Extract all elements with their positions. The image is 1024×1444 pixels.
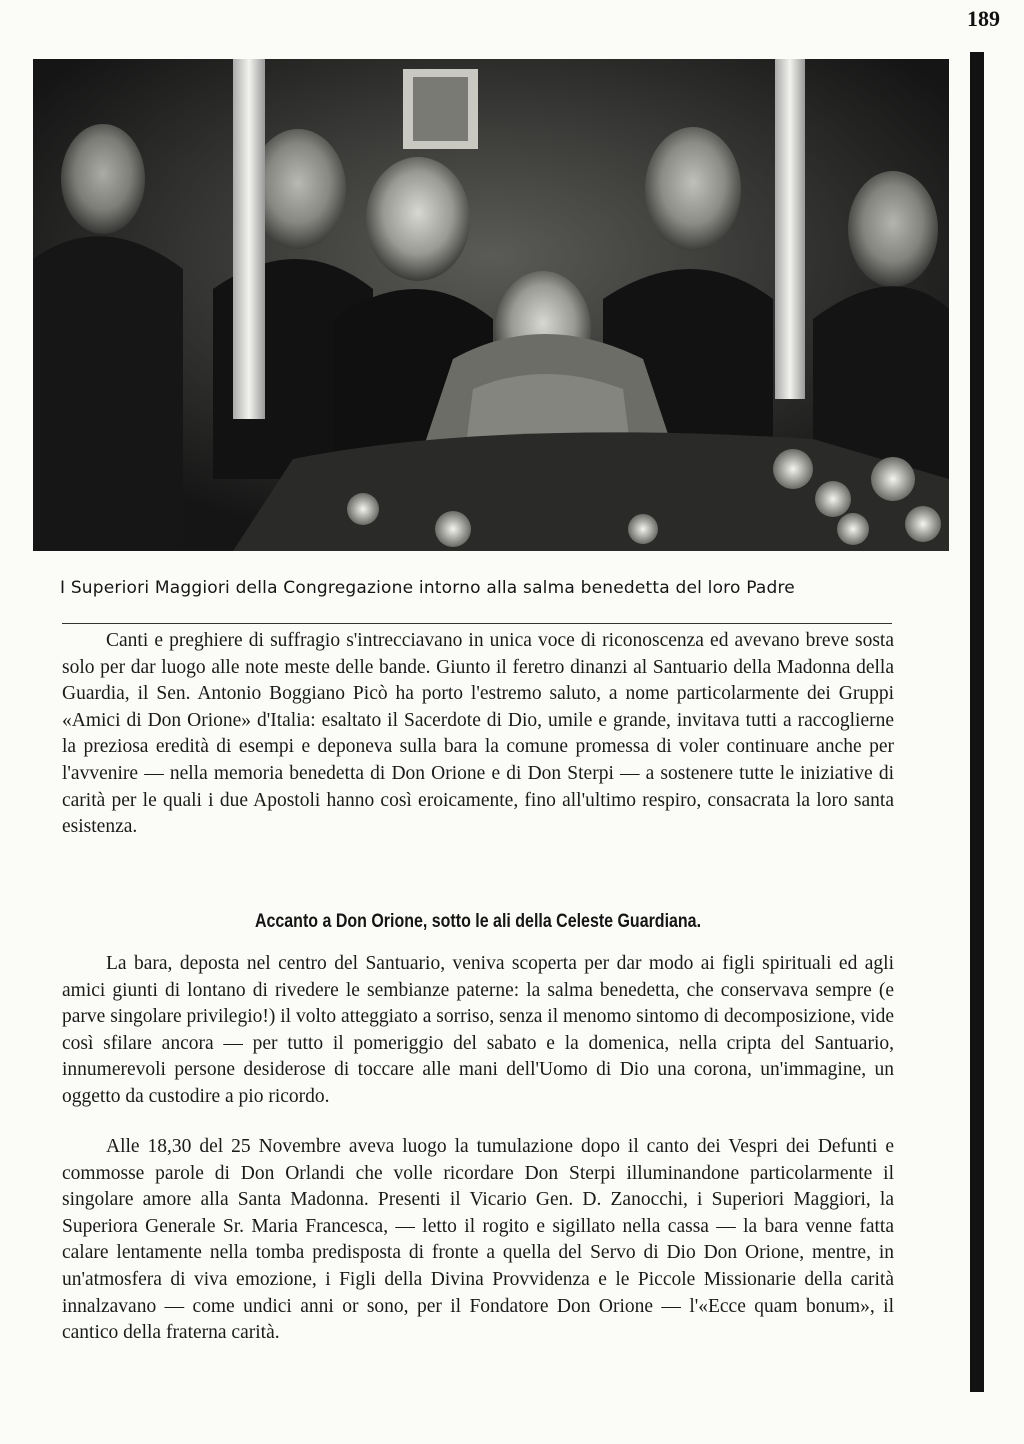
paragraph-2: La bara, deposta nel centro del Santuario, veniva scoperta per dar modo ai figli spirituali ed agli amici giunti di lontano di rivedere le sembianze paterne: la salma benedetta, che conservava sempre (e parve singolare privilegio!) il volto atteggiato a sorriso, senza il menomo sintomo di decomposizione, vide così sfilare ancora — per tutto il pomeriggio del sabato e la domenica, nella cripta del Santuario, innumerevoli persone desiderose di toccare alle mani dell'Uomo di Dio una corona, un'immagine, un oggetto da custodire a pio ricordo.: [62, 953, 894, 1107]
section-heading: Accanto a Don Orione, sotto le ali della Celeste Guardiana.: [254, 910, 702, 932]
paragraph-1: Canti e preghiere di suffragio s'intrecciavano in unica voce di riconoscenza ed avevano breve sosta solo per dar luogo alle note meste delle bande. Giunto il feretro dinanzi al Santuario della Madonna della Guardia, il Sen. Antonio Boggiano Picò ha porto l'estremo saluto, a nome particolarmente dei Gruppi «Amici di Don Orione» d'Italia: esaltato il Sacerdote di Dio, umile e grande, invitava tutti a raccoglierne la preziosa eredità di esempi e deponeva sulla bara la comune promessa di voler continuare anche per l'avvenire — nella memoria benedetta di Don Orione e di Don Sterpi — a sostenere tutte le iniziative di carità per le quali i due Apostoli hanno così eroicamente, fino all'ultimo respiro, consacrata la loro santa esistenza.: [62, 630, 894, 838]
photograph-icon: [33, 59, 949, 551]
page-number: 189: [967, 6, 1000, 31]
paragraph-3: Alle 18,30 del 25 Novembre aveva luogo la tumulazione dopo il canto dei Vespri dei Defunti e commosse parole di Don Orlandi che volle ricordare Don Sterpi illuminandone particolarmente il singolare amore alla Santa Madonna. Presenti il Vicario Gen. D. Zanocchi, i Superiori Maggiori, la Superiora Generale Sr. Maria Francesca, — letto il rogito e sigillato nella cassa — la bara venne fatta calare lentamente nella tomba predisposta di fronte a quella del Servo di Dio Don Orione, mentre, in un'atmosfera di viva emozione, i Figli della Divina Provvidenza e le Piccole Missionarie della carità innalzavano — come undici anni or sono, per il Fondatore Don Orione — l'«Ecce quam bonum», il cantico della fraterna carità.: [62, 1136, 894, 1344]
photo-caption: I Superiori Maggiori della Congregazione intorno alla salma benedetta del loro Padre: [60, 578, 795, 598]
photograph: [33, 59, 949, 551]
divider: [62, 623, 892, 624]
margin-bar: [970, 52, 984, 1392]
